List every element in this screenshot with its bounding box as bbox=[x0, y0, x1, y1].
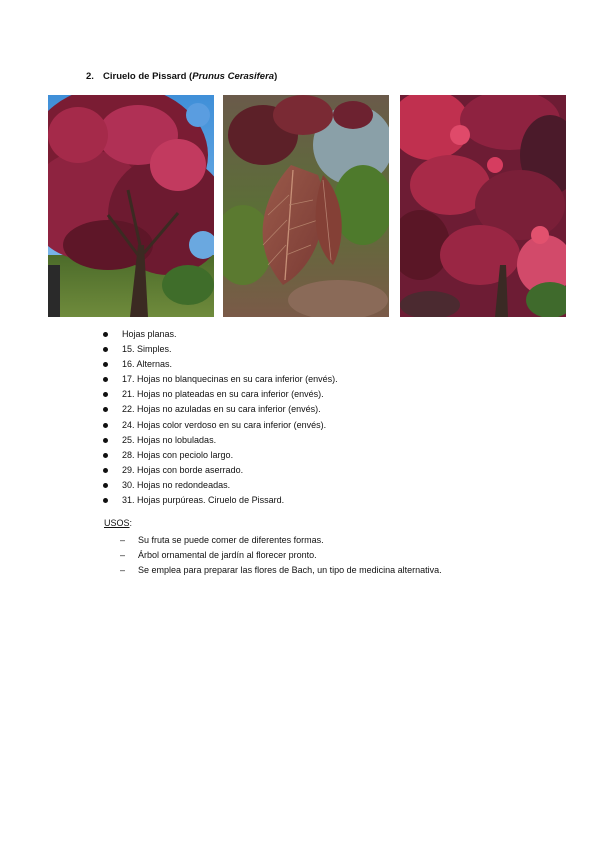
list-item: 25. Hojas no lobuladas. bbox=[100, 433, 338, 448]
list-item: 29. Hojas con borde aserrado. bbox=[100, 463, 338, 478]
leaf-closeup-photo bbox=[223, 95, 389, 317]
characteristics-list bbox=[100, 327, 338, 508]
list-item: 31. Hojas purpúreas. Ciruelo de Pissard. bbox=[100, 493, 338, 508]
list-item: – Su fruta se puede comer de diferentes formas. bbox=[120, 533, 442, 548]
tree-photo-2 bbox=[400, 95, 566, 317]
heading-close: ) bbox=[274, 71, 278, 82]
section-heading bbox=[86, 71, 277, 82]
usos-heading bbox=[104, 518, 132, 528]
list-item: 30. Hojas no redondeadas. bbox=[100, 478, 338, 493]
list-item: – Se emplea para preparar las flores de Bach, un tipo de medicina alternativa. bbox=[120, 563, 442, 578]
section-number: 2. bbox=[86, 71, 94, 82]
list-item: Hojas planas. bbox=[100, 327, 338, 342]
usos-label: USOS bbox=[104, 518, 130, 528]
tree-photo-1 bbox=[48, 95, 214, 317]
usos-list bbox=[120, 533, 442, 578]
usos-colon: : bbox=[129, 518, 133, 528]
list-item: – Árbol ornamental de jardín al florecer pronto. bbox=[120, 548, 442, 563]
list-item: 17. Hojas no blanquecinas en su cara inferior (envés). bbox=[100, 372, 338, 387]
list-item: 16. Alternas. bbox=[100, 357, 338, 372]
list-item: 28. Hojas con peciolo largo. bbox=[100, 448, 338, 463]
common-name: Ciruelo de Pissard ( bbox=[103, 71, 193, 82]
scientific-name: Prunus Cerasifera bbox=[192, 71, 275, 82]
list-item: 21. Hojas no plateadas en su cara inferior (envés). bbox=[100, 387, 338, 402]
list-item: 22. Hojas no azuladas en su cara inferior (envés). bbox=[100, 402, 338, 417]
list-item: 24. Hojas color verdoso en su cara inferior (envés). bbox=[100, 418, 338, 433]
list-item: 15. Simples. bbox=[100, 342, 338, 357]
